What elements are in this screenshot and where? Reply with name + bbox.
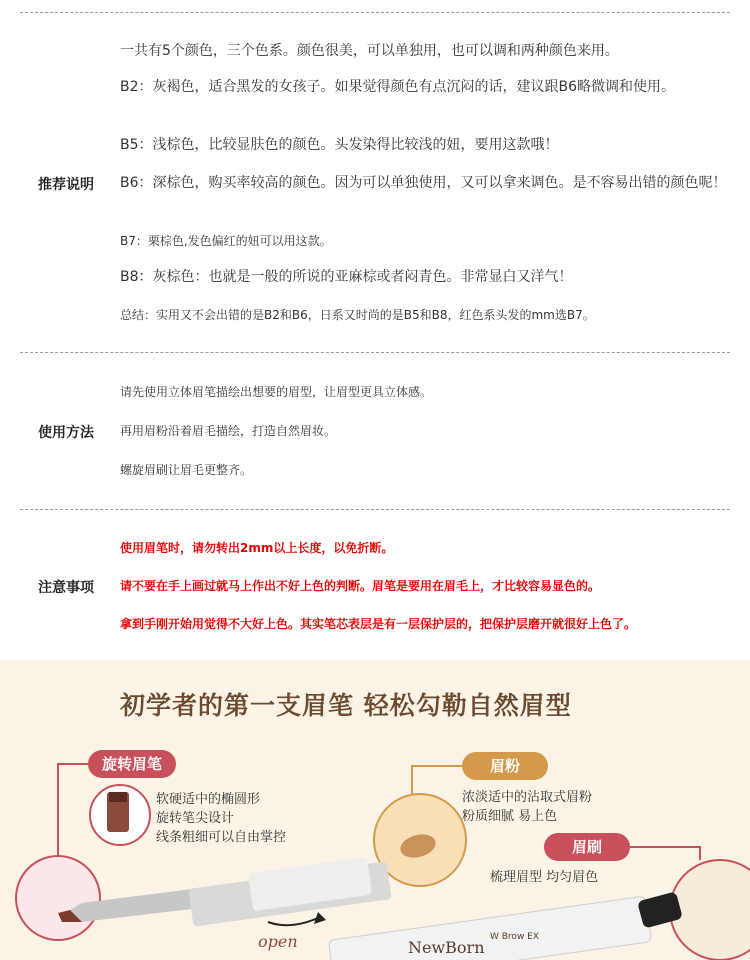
pencil-desc-line-2: 旋转笔尖设计 bbox=[156, 811, 235, 826]
brush-desc: 梳理眉型 均匀眉色 bbox=[490, 870, 599, 885]
recommend-line-4: B6：深棕色，购买率较高的颜色。因为可以单独使用，又可以拿来调色。是不容易出错的颜色呢！ bbox=[120, 175, 727, 191]
powder-tag: 眉粉 bbox=[462, 752, 548, 780]
guide-lines bbox=[0, 660, 750, 960]
divider-top bbox=[20, 12, 730, 13]
promo-title: 初学者的第一支眉笔 轻松勾勒自然眉型 bbox=[120, 691, 572, 720]
brush-tag: 眉刷 bbox=[544, 833, 630, 861]
powder-desc-line-2: 粉质细腻 易上色 bbox=[462, 809, 558, 824]
recommend-line-6: B8：灰棕色：也就是一般的所说的亚麻棕或者闷青色。非常显白又洋气！ bbox=[120, 269, 573, 285]
recommend-line-2: B2：灰褐色，适合黑发的女孩子。如果觉得颜色有点沉闷的话，建议跟B6略微调和使用。 bbox=[120, 79, 676, 95]
caution-line-3: 拿到手刚开始用觉得不大好上色。其实笔芯表层是有一层保护层的，把保护层磨开就很好上色了。 bbox=[120, 617, 637, 631]
usage-line-1: 请先使用立体眉笔描绘出想要的眉型，让眉型更具立体感。 bbox=[120, 385, 433, 399]
pencil-tag: 旋转眉笔 bbox=[88, 750, 176, 778]
usage-line-3: 螺旋眉刷让眉毛更整齐。 bbox=[120, 463, 253, 477]
usage-line-2: 再用眉粉沿着眉毛描绘，打造自然眉妆。 bbox=[120, 424, 337, 438]
section-label-recommend: 推荐说明 bbox=[38, 177, 94, 193]
pencil-desc bbox=[156, 790, 286, 847]
recommend-line-1: 一共有5个颜色，三个色系。颜色很美，可以单独用，也可以调和两种颜色来用。 bbox=[120, 43, 619, 59]
section-label-caution: 注意事项 bbox=[38, 580, 94, 596]
powder-desc bbox=[462, 788, 592, 826]
recommend-line-5: B7：栗棕色,发色偏红的妞可以用这款。 bbox=[120, 234, 332, 248]
divider-1 bbox=[20, 352, 730, 353]
promo-banner bbox=[0, 660, 750, 960]
pencil-desc-line-3: 线条粗细可以自由掌控 bbox=[156, 830, 287, 845]
caution-line-2: 请不要在手上画过就马上作出不好上色的判断。眉笔是要用在眉毛上，才比较容易显色的。 bbox=[120, 579, 601, 593]
product-sub: W Brow EX bbox=[490, 932, 540, 942]
section-label-usage: 使用方法 bbox=[38, 425, 94, 441]
divider-2 bbox=[20, 509, 730, 510]
powder-desc-line-1: 浓淡适中的沾取式眉粉 bbox=[462, 790, 593, 805]
open-label: open bbox=[258, 932, 298, 951]
caution-line-1: 使用眉笔时，请勿转出2mm以上长度，以免折断。 bbox=[120, 541, 394, 555]
product-name: NewBorn bbox=[408, 938, 485, 957]
recommend-summary: 总结：实用又不会出错的是B2和B6，日系又时尚的是B5和B8，红色系头发的mm选B7。 bbox=[120, 308, 595, 322]
recommend-line-3: B5：浅棕色，比较显肤色的颜色。头发染得比较浅的妞，要用这款哦！ bbox=[120, 137, 559, 153]
pencil-desc-line-1: 软硬适中的椭圆形 bbox=[156, 792, 261, 807]
